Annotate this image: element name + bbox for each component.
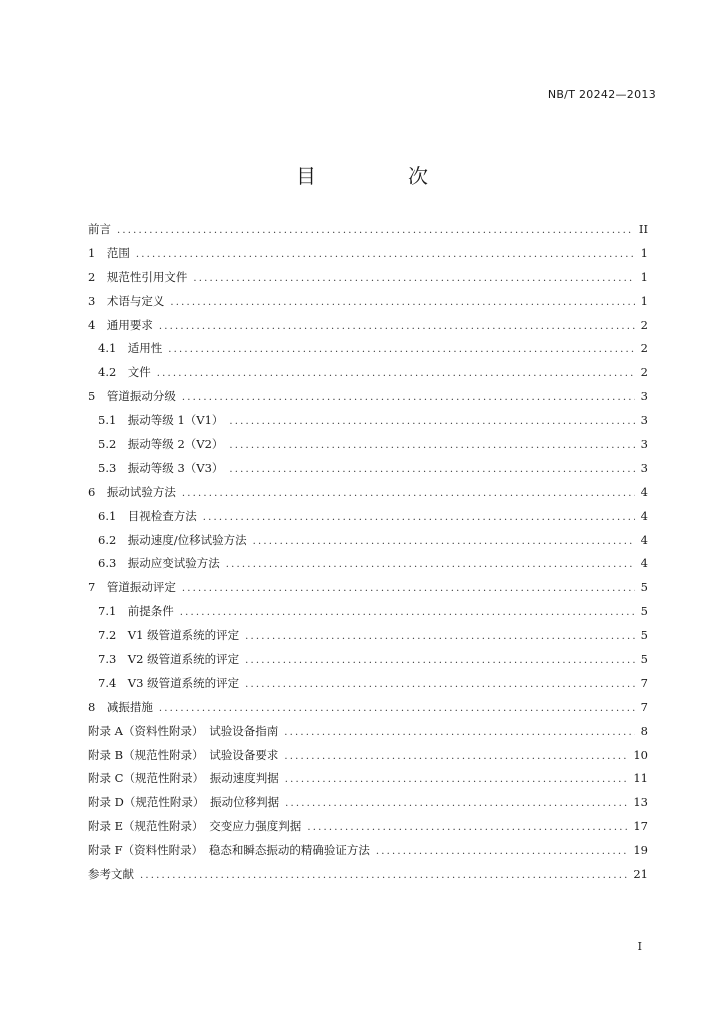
toc-leader-dots	[284, 745, 627, 769]
toc-entry-page: 5	[640, 604, 648, 619]
toc-entry[interactable]	[88, 266, 648, 290]
toc-leader-dots	[170, 291, 634, 315]
toc-entry-page: 7	[640, 699, 648, 714]
toc-entry-page: 4	[640, 484, 648, 499]
toc-entry[interactable]	[88, 696, 648, 720]
toc-entry[interactable]	[88, 624, 648, 648]
toc-entry-label: 5.1 振动等级 1（V1）	[98, 413, 224, 428]
toc-entry-page: 5	[640, 652, 648, 667]
toc-entry-page: II	[638, 222, 648, 236]
toc-entry-page: 1	[640, 293, 648, 308]
table-of-contents	[88, 218, 648, 887]
toc-entry-label: 3 术语与定义	[88, 293, 165, 308]
toc-entry-page: 2	[640, 317, 648, 332]
toc-entry[interactable]	[88, 409, 648, 433]
toc-entry-page: 10	[633, 747, 648, 762]
toc-leader-dots	[285, 792, 627, 816]
toc-leader-dots	[182, 386, 635, 410]
toc-leader-dots	[245, 673, 635, 697]
toc-entry-page: 1	[640, 245, 648, 260]
toc-entry-label: 7.1 前提条件	[98, 604, 174, 619]
toc-entry-label: 前言	[88, 222, 111, 236]
toc-entry-page: 4	[640, 508, 648, 523]
toc-entry-label: 4.1 适用性	[98, 341, 163, 356]
toc-leader-dots	[180, 601, 635, 625]
toc-leader-dots	[253, 530, 635, 554]
toc-entry[interactable]	[88, 600, 648, 624]
toc-entry-label: 4.2 文件	[98, 365, 151, 380]
toc-entry[interactable]	[88, 457, 648, 481]
toc-entry-label: 5.2 振动等级 2（V2）	[98, 437, 224, 452]
toc-leader-dots	[284, 721, 634, 745]
toc-leader-dots	[117, 219, 633, 243]
toc-entry-label: 6.1 目视检查方法	[98, 508, 197, 523]
toc-entry[interactable]	[88, 552, 648, 576]
toc-entry-page: 8	[640, 723, 648, 738]
toc-entry-page: 3	[640, 437, 648, 452]
toc-entry-label: 附录 C（规范性附录） 振动速度判据	[88, 771, 279, 786]
toc-entry[interactable]	[88, 672, 648, 696]
document-code: NB/T 20242—2013	[547, 88, 656, 101]
toc-entry-label: 6 振动试验方法	[88, 484, 176, 499]
toc-entry-label: 8 减振措施	[88, 699, 153, 714]
toc-entry[interactable]	[88, 361, 648, 385]
toc-leader-dots	[182, 482, 635, 506]
toc-entry-label: 附录 B（规范性附录） 试验设备要求	[88, 747, 279, 762]
toc-leader-dots	[168, 338, 634, 362]
toc-entry-label: 7.2 V1 级管道系统的评定	[98, 628, 240, 643]
toc-entry-page: 17	[633, 819, 648, 834]
toc-leader-dots	[203, 506, 635, 530]
toc-entry-label: 1 范围	[88, 245, 130, 260]
toc-leader-dots	[245, 625, 635, 649]
toc-leader-dots	[285, 768, 628, 792]
toc-entry-page: 3	[640, 389, 648, 404]
toc-leader-dots	[226, 553, 635, 577]
toc-entry[interactable]	[88, 863, 648, 887]
toc-leader-dots	[159, 315, 635, 339]
toc-entry[interactable]	[88, 505, 648, 529]
toc-entry-page: 2	[640, 341, 648, 356]
toc-entry-page: 5	[640, 628, 648, 643]
toc-entry-label: 5 管道振动分级	[88, 389, 176, 404]
toc-entry-label: 6.3 振动应变试验方法	[98, 556, 220, 571]
toc-entry-label: 7.4 V3 级管道系统的评定	[98, 675, 240, 690]
toc-leader-dots	[140, 864, 627, 888]
toc-leader-dots	[159, 697, 635, 721]
toc-entry[interactable]	[88, 337, 648, 361]
toc-entry[interactable]	[88, 576, 648, 600]
toc-entry-page: 4	[640, 532, 648, 547]
toc-leader-dots	[193, 267, 634, 291]
toc-leader-dots	[307, 816, 627, 840]
toc-entry-page: 5	[640, 580, 648, 595]
toc-leader-dots	[157, 362, 635, 386]
toc-entry-page: 11	[633, 771, 648, 786]
toc-entry-page: 7	[640, 675, 648, 690]
toc-entry-label: 4 通用要求	[88, 317, 153, 332]
toc-entry-page: 13	[633, 795, 648, 810]
toc-leader-dots	[245, 649, 635, 673]
toc-entry-label: 附录 D（规范性附录） 振动位移判据	[88, 795, 280, 810]
page-title: 目 次	[296, 164, 464, 188]
toc-leader-dots	[229, 434, 634, 458]
toc-leader-dots	[182, 577, 635, 601]
toc-leader-dots	[136, 243, 635, 267]
toc-entry-label: 2 规范性引用文件	[88, 269, 188, 284]
toc-entry[interactable]	[88, 481, 648, 505]
toc-leader-dots	[376, 840, 627, 864]
toc-entry-page: 21	[633, 867, 648, 882]
toc-entry[interactable]	[88, 648, 648, 672]
toc-entry-label: 7.3 V2 级管道系统的评定	[98, 652, 240, 667]
toc-entry[interactable]	[88, 529, 648, 553]
toc-entry-page: 3	[640, 413, 648, 428]
toc-entry[interactable]	[88, 433, 648, 457]
toc-entry[interactable]	[88, 314, 648, 338]
toc-entry[interactable]	[88, 791, 648, 815]
toc-entry-page: 4	[640, 556, 648, 571]
toc-entry[interactable]	[88, 290, 648, 314]
toc-entry-page: 3	[640, 460, 648, 475]
toc-entry-page: 19	[633, 843, 648, 858]
toc-entry[interactable]	[88, 744, 648, 768]
toc-entry[interactable]	[88, 242, 648, 266]
toc-entry-label: 附录 F（资料性附录） 稳态和瞬态振动的精确验证方法	[88, 843, 370, 858]
toc-entry-label: 附录 E（规范性附录） 交变应力强度判据	[88, 819, 302, 834]
toc-entry[interactable]	[88, 767, 648, 791]
toc-entry[interactable]	[88, 385, 648, 409]
toc-leader-dots	[229, 410, 634, 434]
page-number: I	[637, 940, 642, 953]
toc-entry[interactable]	[88, 839, 648, 863]
toc-entry-page: 1	[640, 269, 648, 284]
toc-entry-page: 2	[640, 365, 648, 380]
toc-entry[interactable]	[88, 218, 648, 242]
toc-entry-label: 附录 A（资料性附录） 试验设备指南	[88, 723, 279, 738]
toc-entry-label: 参考文献	[88, 867, 134, 882]
toc-entry[interactable]	[88, 815, 648, 839]
toc-entry-label: 5.3 振动等级 3（V3）	[98, 460, 224, 475]
toc-leader-dots	[229, 458, 634, 482]
toc-entry-label: 7 管道振动评定	[88, 580, 176, 595]
toc-entry[interactable]	[88, 720, 648, 744]
toc-entry-label: 6.2 振动速度/位移试验方法	[98, 532, 247, 547]
